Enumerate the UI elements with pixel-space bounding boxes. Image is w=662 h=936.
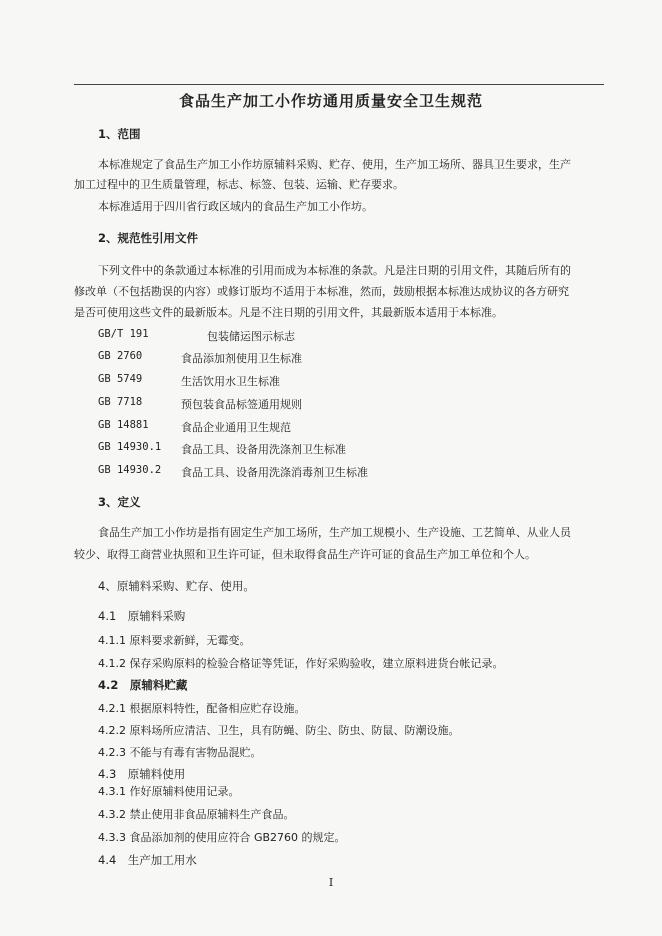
- item-4-1-1: 4.1.1 原料要求新鲜，无霉变。: [98, 634, 251, 647]
- item-4-3-2: 4.3.2 禁止使用非食品原辅料生产食品。: [98, 808, 295, 821]
- ref-code: GB 14881: [98, 419, 149, 431]
- section-4-3-heading: 4.3 原辅料使用: [98, 767, 186, 781]
- ref-title: 食品工具、设备用洗涤剂卫生标准: [181, 443, 346, 456]
- section-1-heading: 1、范围: [98, 127, 141, 141]
- section-3-heading: 3、定义: [98, 495, 141, 509]
- ref-code: GB/T 191: [98, 328, 149, 340]
- ref-code: GB 7718: [98, 396, 143, 408]
- section-1-para-1-line-2: 加工过程中的卫生质量管理，标志、标签、包装、运输、贮存要求。: [74, 178, 404, 191]
- ref-title: 生活饮用水卫生标准: [181, 375, 280, 388]
- item-4-1-2: 4.1.2 保存采购原料的检验合格证等凭证，作好采购验收，建立原料进货台帐记录。: [98, 657, 504, 670]
- ref-title: 预包装食品标签通用规则: [181, 398, 302, 411]
- page-number: I: [328, 876, 334, 889]
- ref-code: GB 14930.1: [98, 441, 162, 453]
- header-rule: [74, 84, 604, 85]
- section-4-4-heading: 4.4 生产加工用水: [98, 853, 197, 867]
- ref-title: 包装储运图示标志: [207, 330, 295, 343]
- section-4-2-heading: 4.2 原辅料贮藏: [98, 678, 188, 692]
- section-4-1-heading: 4.1 原辅料采购: [98, 609, 186, 623]
- section-3-para-line-2: 较少、取得工商营业执照和卫生许可证，但未取得食品生产许可证的食品生产加工单位和个人。: [74, 548, 536, 561]
- ref-title: 食品工具、设备用洗涤消毒剂卫生标准: [181, 466, 368, 479]
- section-3-para-line-1: 食品生产加工小作坊是指有固定生产加工场所，生产加工规模小、生产设施、工艺简单、从业人员: [98, 526, 571, 539]
- item-4-2-3: 4.2.3 不能与有毒有害物品混贮。: [98, 746, 262, 759]
- ref-title: 食品添加剂使用卫生标准: [181, 352, 302, 365]
- item-4-3-3: 4.3.3 食品添加剂的使用应符合 GB2760 的规定。: [98, 831, 346, 844]
- section-2-heading: 2、规范性引用文件: [98, 231, 199, 245]
- ref-title: 食品企业通用卫生规范: [181, 421, 291, 434]
- item-4-2-2: 4.2.2 原料场所应清洁、卫生，具有防蝇、防尘、防虫、防鼠、防潮设施。: [98, 724, 460, 737]
- section-4-heading: 4、原辅料采购、贮存、使用。: [98, 579, 255, 593]
- ref-code: GB 14930.2: [98, 464, 162, 476]
- item-4-3-1: 4.3.1 作好原辅料使用记录。: [98, 785, 240, 798]
- document-title: 食品生产加工小作坊通用质量安全卫生规范: [178, 92, 483, 110]
- section-2-para-line-3: 是否可使用这些文件的最新版本。凡是不注日期的引用文件，其最新版本适用于本标准。: [74, 306, 503, 319]
- item-4-2-1: 4.2.1 根据原料特性，配备相应贮存设施。: [98, 702, 306, 715]
- section-1-para-1-line-1: 本标准规定了食品生产加工小作坊原辅料采购、贮存、使用，生产加工场所、器具卫生要求，生产: [98, 158, 571, 171]
- section-2-para-line-1: 下列文件中的条款通过本标准的引用而成为本标准的条款。凡是注日期的引用文件，其随后所有的: [98, 264, 571, 277]
- ref-code: GB 5749: [98, 373, 143, 385]
- ref-code: GB 2760: [98, 350, 143, 362]
- section-1-para-2: 本标准适用于四川省行政区域内的食品生产加工小作坊。: [98, 200, 373, 213]
- section-2-para-line-2: 修改单（不包括勘误的内容）或修订版均不适用于本标准，然而，鼓励根据本标准达成协议的各方研究: [74, 285, 569, 298]
